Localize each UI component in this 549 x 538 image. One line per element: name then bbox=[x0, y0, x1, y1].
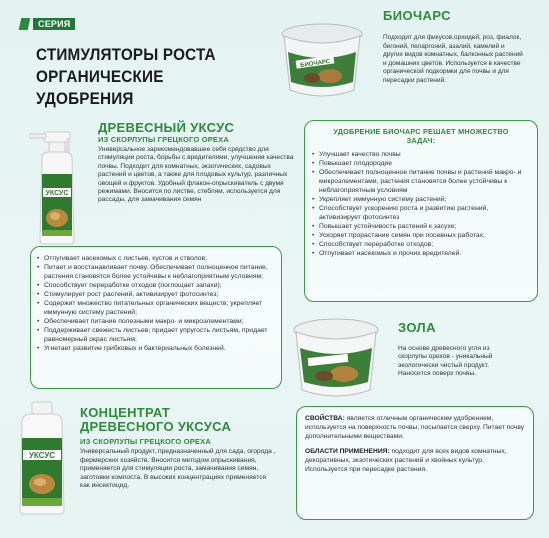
concentrate-title-line-1: КОНЦЕНТРАТ bbox=[80, 405, 171, 420]
biochar-jar-label: БИОЧАРС bbox=[299, 58, 331, 70]
ash-title: ЗОЛА bbox=[398, 320, 436, 335]
vinegar-benefit-item: • Содержит множество питательных органических веществ; укрепляет иммунную систему растений; bbox=[37, 299, 275, 317]
biochar-task-item: • Повышает плодородие bbox=[312, 159, 530, 168]
ash-properties bbox=[305, 415, 525, 441]
biochar-task-item: • Ускоряет прорастание семян при посевных работах; bbox=[312, 231, 530, 240]
series-tag bbox=[20, 17, 75, 31]
ash-application bbox=[305, 448, 525, 474]
ash-jar-icon bbox=[286, 316, 386, 402]
biochar-task-item: • Обеспечивает полноценное питание почвы и растений макро- и микроэлементами, растения становятся более устойчивы к неблагоприятным условиям bbox=[312, 168, 530, 195]
ash-application-label: ОБЛАСТИ ПРИМЕНЕНИЯ: bbox=[305, 448, 390, 456]
vinegar-description: Универсальное зарекомендовавшее себя средство для стимуляции роста, борьбы с вредителями, улучшения качества почвы. Подходит для комнатных, экзотических, садовых растений и цветов, а также для плодовых культур, различных овощей и фруктов. Удобный флакон-опрыскиватель с двумя режимами. Вносится по листве, стеблям, используется для рассады, для замачивания семян bbox=[98, 146, 294, 204]
biochar-tasks-card bbox=[304, 120, 538, 302]
vinegar-benefit-item: • Отпугивает насекомых с листьев, кустов и стволов; bbox=[37, 254, 275, 263]
spray-bottle-label: УКСУС bbox=[45, 190, 69, 197]
concentrate-bottle-label: УКСУС bbox=[28, 451, 56, 460]
spray-bottle-icon bbox=[22, 128, 92, 246]
vinegar-title: ДРЕВЕСНЫЙ УКСУС bbox=[98, 120, 235, 135]
title-line-2: ОРГАНИЧЕСКИЕ УДОБРЕНИЯ bbox=[36, 67, 164, 108]
vinegar-benefit-item: • Стимулирует рост растений, активизирует фотосинтез; bbox=[37, 290, 275, 299]
concentrate-description: Универсальный продукт, предназначенный для сада, огорода , фермерских хозяйств. Вносится методом опрыскивания, применяется для стимуляции роста, замачивания семян, заготовки компоста. В высоких концентрациях применяется как инсектицид. bbox=[80, 448, 276, 490]
ash-application-text: подходит для всех видов комнатных, декоративных, экзотических растений и хвойных культур. Используется при пересадке растения. bbox=[305, 448, 507, 473]
biochar-description: Подходит для фикусов,орхидей, роз, фиалок, бегоний, пеларгоний, азалий, камелий и других видов комнатных, балконных растений и домашних цветов. Используется в качестве органической подкормки для почвы и для пересадки растений. bbox=[383, 34, 523, 84]
concentrate-bottle-icon bbox=[10, 400, 74, 516]
concentrate-title bbox=[80, 406, 231, 434]
biochar-task-item: • Способствует ускорению роста и развитию растений, активизирует фотосинтез bbox=[312, 204, 530, 222]
biochar-task-item: • Отпугивает насекомых и прочих вредителей. bbox=[312, 249, 530, 258]
ash-properties-card bbox=[296, 406, 534, 520]
biochar-task-item: • Повышает устойчивость растений к засухе; bbox=[312, 222, 530, 231]
ash-properties-text: является отличным органическим удобрением, используется на поверхность почвы, посыпается сверху. Питает почву дополнительными веществами. bbox=[305, 415, 525, 440]
ash-jar-image bbox=[286, 316, 386, 402]
biochar-jar-icon bbox=[272, 22, 368, 102]
biochar-task-item: • Улучшает качество почвы bbox=[312, 150, 530, 159]
concentrate-bottle-image bbox=[10, 400, 74, 516]
title-line-1: СТИМУЛЯТОРЫ РОСТА bbox=[36, 45, 216, 64]
concentrate-title-line-2: ДРЕВЕСНОГО УКСУСА bbox=[80, 419, 232, 434]
vinegar-subtitle: ИЗ СКОРЛУПЫ ГРЕЦКОГО ОРЕХА bbox=[98, 135, 229, 144]
biochar-tasks-list bbox=[312, 150, 530, 258]
vinegar-benefits-list bbox=[37, 254, 275, 353]
biochar-task-item: • Укрепляет иммунную систему растений; bbox=[312, 195, 530, 204]
vinegar-benefit-item: • Угнетает развитие грибковых и бактериальных болезней. bbox=[37, 344, 275, 353]
page-title bbox=[36, 44, 243, 110]
vinegar-benefit-item: • Обеспечивает питание полезными макро- и микроэлементами; bbox=[37, 317, 275, 326]
concentrate-subtitle: ИЗ СКОРЛУПЫ ГРЕЦКОГО ОРЕХА bbox=[80, 437, 211, 446]
vinegar-benefit-item: • Поддерживает свежесть листьев; придает упругость листьям, придает равномерный окрас листьям; bbox=[37, 326, 275, 344]
series-mark-icon bbox=[19, 18, 31, 30]
vinegar-benefits-card bbox=[30, 246, 282, 389]
wood-vinegar-spray-bottle-image bbox=[22, 128, 92, 246]
biochar-task-item: • Способствует переработке отходов; bbox=[312, 240, 530, 249]
ash-properties-label: СВОЙСТВА: bbox=[305, 415, 345, 422]
biochar-jar-image bbox=[272, 22, 368, 102]
vinegar-benefit-item: • Питает и восстанавливает почву. Обеспечивает полноценное питание, растения становятся более устойчивы к неблагоприятным условиям; bbox=[37, 263, 275, 281]
ash-description: На основе древесного угля из скорлупы орехов - уникальный экологически чистый продукт. Наносится поверх почвы. bbox=[398, 345, 493, 378]
biochar-title: БИОЧАРС bbox=[383, 8, 451, 23]
series-label: СЕРИЯ bbox=[33, 18, 75, 30]
vinegar-benefit-item: • Способствует переработке отходов (поглощает запахи); bbox=[37, 281, 275, 290]
biochar-tasks-heading: УДОБРЕНИЕ БИОЧАРС РЕШАЕТ МНОЖЕСТВО ЗАДАЧ: bbox=[333, 127, 509, 145]
